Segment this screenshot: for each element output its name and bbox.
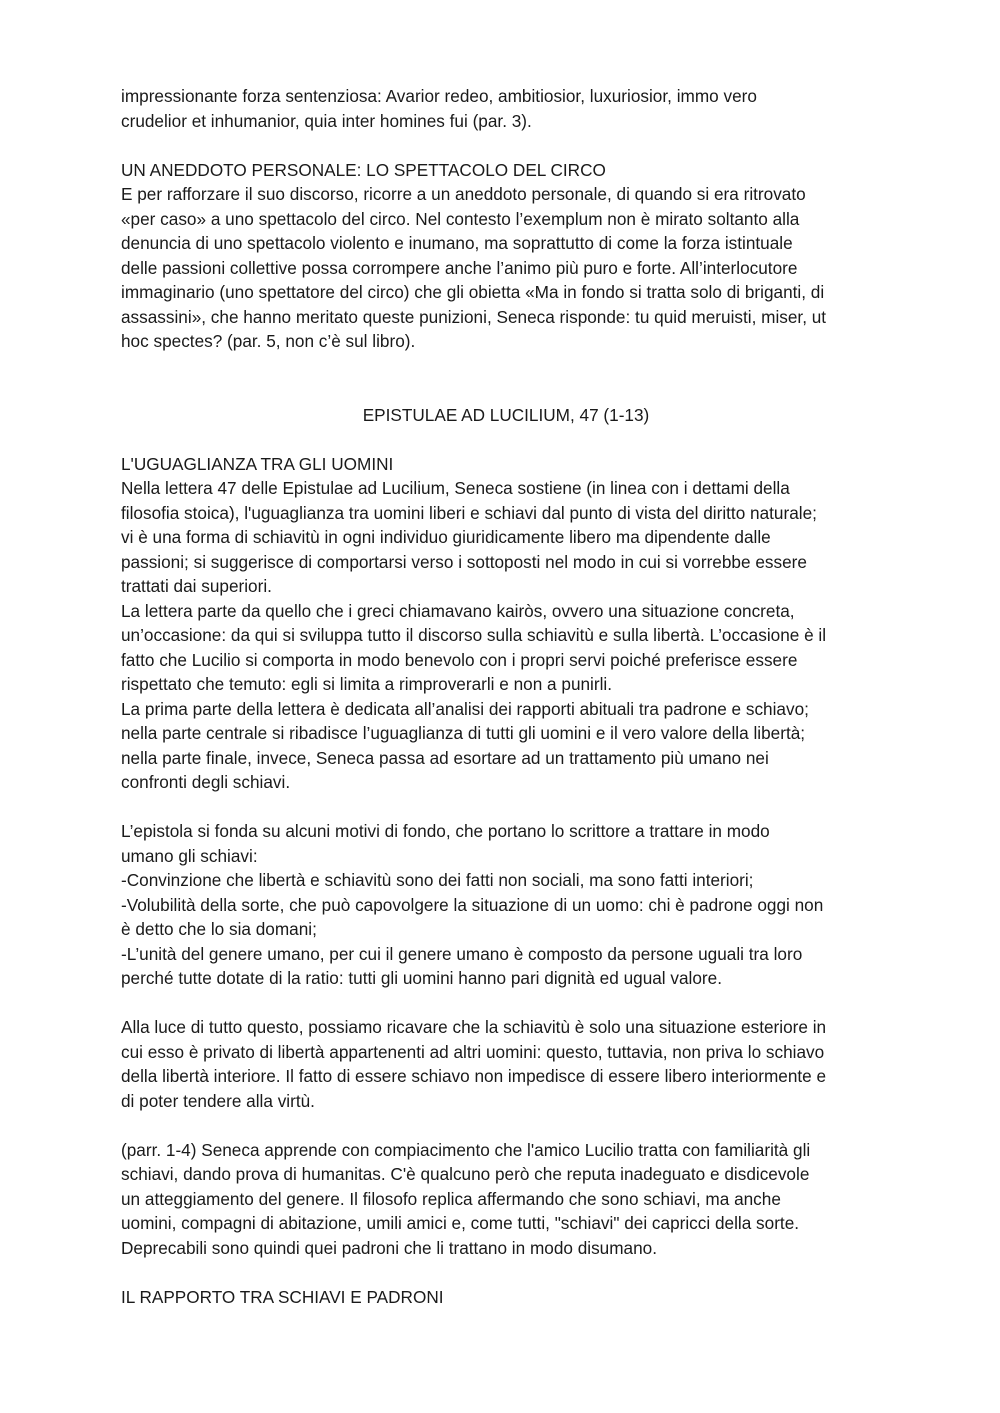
text-line: delle passioni collettive possa corrompere anche l’animo più puro e forte. All’interlocutore: [121, 257, 798, 278]
section-parr: [121, 1138, 891, 1261]
text-line: assassini», che hanno meritato queste punizioni, Seneca risponde: tu quid meruisti, miser, ut: [121, 306, 827, 327]
text-line: immaginario (uno spettatore del circo) che gli obietta «Ma in fondo si tratta solo di briganti, di: [121, 282, 825, 302]
section-uguaglianza: [121, 452, 891, 795]
text-line: cui esso è privato di libertà appartenenti ad altri uomini: questo, tuttavia, non priva lo schiavo: [121, 1041, 825, 1062]
text-line: è detto che lo sia domani;: [121, 919, 317, 939]
document-page: [121, 84, 891, 1309]
section-circo: [121, 158, 891, 354]
text-line: un’occasione: da qui si sviluppa tutto il discorso sulla schiavitù e sulla libertà. L’occasione è il: [121, 625, 827, 645]
text-line: nella parte centrale si ribadisce l’uguaglianza di tutti gli uomini e il vero valore della libertà;: [121, 723, 806, 743]
text-line: di poter tendere alla virtù.: [121, 1090, 315, 1111]
text-line: Alla luce di tutto questo, possiamo ricavare che la schiavitù è solo una situazione esteriore in: [121, 1017, 827, 1037]
list-item: -L’unità del genere umano, per cui il genere umano è composto da persone uguali tra loro: [121, 943, 803, 964]
list-item: -Convinzione che libertà e schiavitù sono dei fatti non sociali, ma sono fatti interiori;: [121, 870, 754, 890]
text-line: E per rafforzare il suo discorso, ricorre a un aneddoto personale, di quando si era ritrovato: [121, 184, 806, 204]
text-line: rispettato che temuto: egli si limita a rimproverarli e non a punirli.: [121, 674, 613, 694]
section-heading: IL RAPPORTO TRA SCHIAVI E PADRONI: [121, 1286, 444, 1307]
text-line: perché tutte dotate di la ratio: tutti gli uomini hanno pari dignità ed ugual valore.: [121, 968, 722, 988]
text-line: impressionante forza sentenziosa: Avarior redeo, ambitiosior, luxuriosior, immo vero: [121, 86, 757, 106]
text-line: hoc spectes? (par. 5, non c’è sul libro).: [121, 331, 416, 351]
text-line: vi è una forma di schiavitù in ogni individuo giuridicamente libero ma dipendente dalle: [121, 527, 771, 547]
text-line: L’epistola si fonda su alcuni motivi di fondo, che portano lo scrittore a trattare in modo: [121, 821, 770, 841]
text-line: nella parte finale, invece, Seneca passa ad esortare ad un trattamento più umano nei: [121, 747, 769, 768]
section-motivi: [121, 819, 891, 991]
text-line: trattati dai superiori.: [121, 576, 272, 596]
text-line: Nella lettera 47 delle Epistulae ad Lucilium, Seneca sostiene (in linea con i dettami della: [121, 478, 790, 498]
text-line: Deprecabili sono quindi quei padroni che li trattano in modo disumano.: [121, 1237, 658, 1258]
text-line: schiavi, dando prova di humanitas. C'è qualcuno però che reputa inadeguato e disdicevole: [121, 1164, 810, 1184]
text-line: uomini, compagni di abitazione, umili amici e, come tutti, "schiavi" dei capricci della sorte.: [121, 1213, 800, 1233]
text-line: denuncia di uno spettacolo violento e inumano, ma soprattutto di come la forza istintuale: [121, 233, 793, 253]
section-heading: L'UGUAGLIANZA TRA GLI UOMINI: [121, 453, 394, 474]
text-line: La prima parte della lettera è dedicata all’analisi dei rapporti abituali tra padrone e schiavo;: [121, 698, 809, 719]
text-line: fatto che Lucilio si comporta in modo benevolo con i propri servi poiché preferisce essere: [121, 649, 798, 670]
text-line: confronti degli schiavi.: [121, 772, 291, 792]
section-rapporto: [121, 1285, 891, 1310]
text-line: della libertà interiore. Il fatto di essere schiavo non impedisce di essere libero interiormente e: [121, 1066, 827, 1086]
epistle-title: EPISTULAE AD LUCILIUM, 47 (1-13): [362, 404, 650, 425]
text-line: passioni; si suggerisce di comportarsi verso i sottoposti nel modo in cui si vorrebbe essere: [121, 551, 807, 572]
text-line: «per caso» a uno spettacolo del circo. Nel contesto l’exemplum non è mirato soltanto alla: [121, 208, 800, 229]
text-line: un atteggiamento del genere. Il filosofo replica affermando che sono schiavi, ma anche: [121, 1188, 781, 1209]
text-line: filosofia stoica), l'uguaglianza tra uomini liberi e schiavi dal punto di vista del diritto naturale;: [121, 502, 817, 523]
list-item: -Volubilità della sorte, che può capovolgere la situazione di un uomo: chi è padrone oggi non: [121, 894, 824, 915]
text-line: La lettera parte da quello che i greci chiamavano kairòs, ovvero una situazione concreta,: [121, 600, 795, 621]
text-line: (parr. 1-4) Seneca apprende con compiacimento che l'amico Lucilio tratta con familiarità gli: [121, 1139, 811, 1160]
intro-paragraph: [121, 84, 891, 133]
text-line: crudelior et inhumanior, quia inter homines fui (par. 3).: [121, 110, 532, 131]
text-line: umano gli schiavi:: [121, 845, 258, 866]
section-heading: UN ANEDDOTO PERSONALE: LO SPETTACOLO DEL CIRCO: [121, 159, 606, 180]
section-luce: [121, 1015, 891, 1113]
